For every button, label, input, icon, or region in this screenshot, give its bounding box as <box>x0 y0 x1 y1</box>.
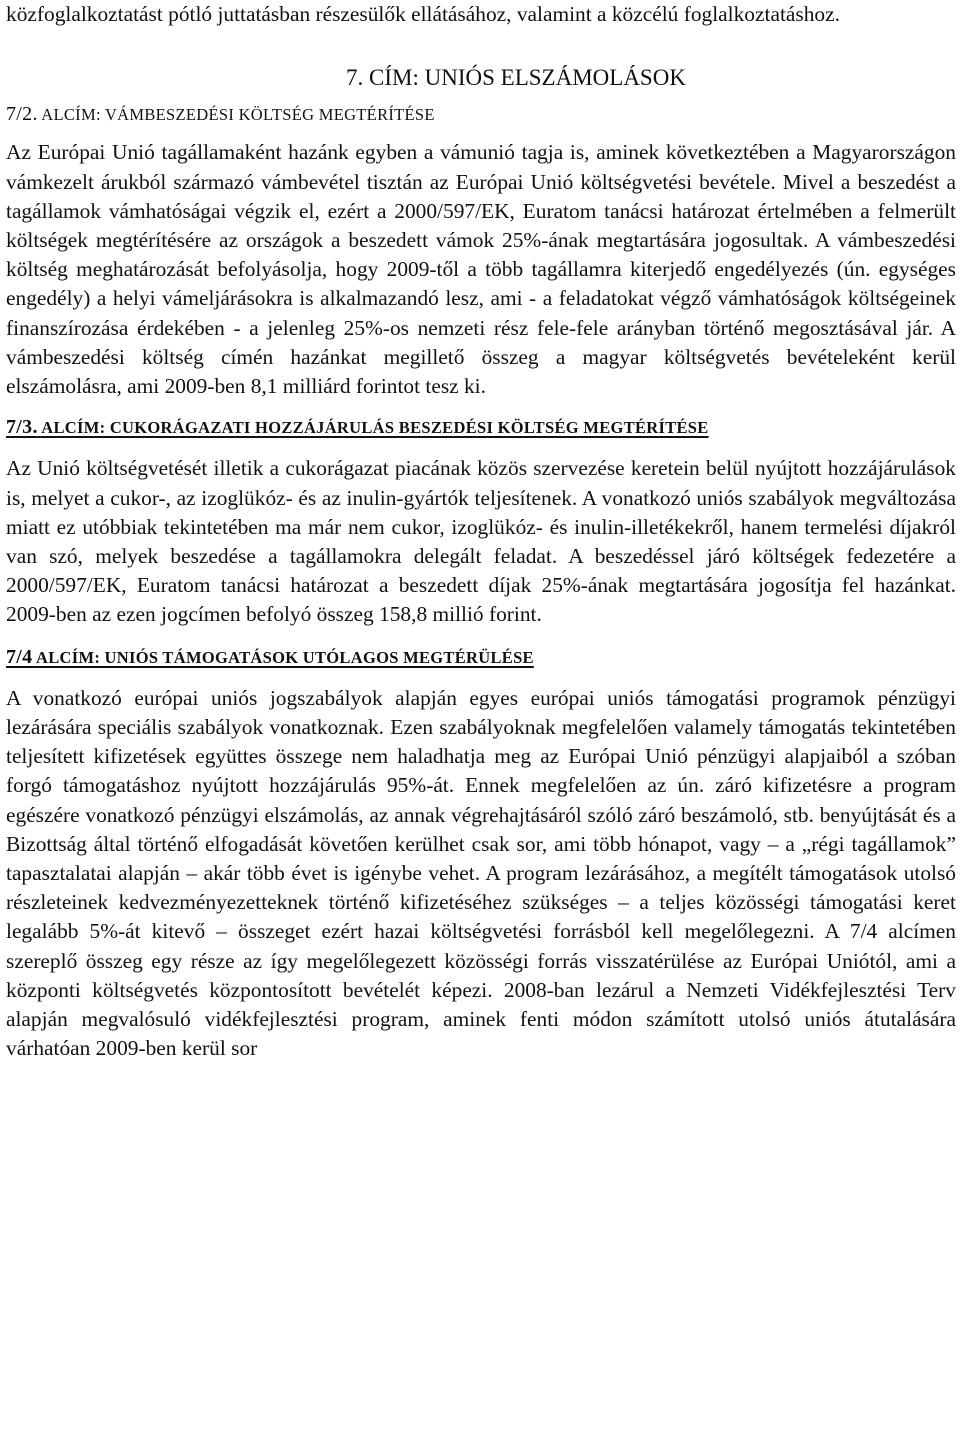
section-7-3 <box>6 413 956 629</box>
section-heading <box>6 100 956 129</box>
section-number: 7/2. <box>6 103 38 126</box>
section-title: ALCÍM: UNIÓS TÁMOGATÁSOK UTÓLAGOS MEGTÉRÜLÉSE <box>35 647 534 667</box>
section-title: ALCÍM: VÁMBESZEDÉSI KÖLTSÉG MEGTÉRÍTÉSE <box>41 105 435 125</box>
section-7-2 <box>6 100 956 401</box>
section-body: A vonatkozó európai uniós jogszabályok alapján egyes európai uniós támogatási programok pénzügyi lezárására speciális szabályok vonatkoznak. Ezen szabályoknak megfelelően valamely támogatás tekintetében teljesített kifizetések együttes összege nem haladhatja meg az Európai Unió pénzügyi alapjaiból a szóban forgó támogatáshoz nyújtott hozzájárulás 95%-át. Ennek megfelelően az ún. záró kifizetésre a program egészére vonatkozó pénzügyi elszámolás, az annak végrehajtásáról szóló záró beszámoló, stb. benyújtását és a Bizottság által történő elfogadását követően kerülhet csak sor, ami több hónapot, vagy – a „régi tagállamok” tapasztalatai alapján – akár több évet is igénybe vehet. A program lezárásához, a megítélt támogatások utolsó részleteinek kedvezményezetteknek történő kifizetéséhez szükséges – a teljes közösségi támogatási keret legalább 5%-át kitevő – összeget ezért hazai költségvetési forrásból kell megelőlegezni. A 7/4 alcímen szereplő összeg egy része az így megelőlegezett közösségi forrás visszatérülése az Európai Uniótól, ami a központi költségvetés központosított bevételét képezi. 2008-ban lezárul a Nemzeti Vidékfejlesztési Terv alapján megvalósuló vidékfejlesztési program, aminek fenti módon számított utolsó uniós átutalására várhatóan 2009-ben kerül sor <box>6 685 956 1061</box>
intro-paragraph: közfoglalkoztatást pótló juttatásban részesülők ellátásához, valamint a közcélú foglalkoztatáshoz. <box>6 2 840 26</box>
section-title: ALCÍM: CUKORÁGAZATI HOZZÁJÁRULÁS BESZEDÉSI KÖLTSÉG MEGTÉRÍTÉSE <box>41 418 709 438</box>
section-number: 7/4 <box>6 645 33 668</box>
section-heading <box>6 413 956 442</box>
document-page <box>6 0 956 1064</box>
chapter-title: 7. CÍM: UNIÓS ELSZÁMOLÁSOK <box>346 65 686 91</box>
section-number: 7/3. <box>6 416 38 439</box>
section-7-4 <box>6 643 956 1064</box>
section-body: Az Európai Unió tagállamaként hazánk egyben a vámunió tagja is, aminek következtében a Magyarországon vámkezelt árukból származó vámbevétel tisztán az Európai Unió költségvetési bevétele. Mivel a beszedést a tagállamok vámhatóságai végzik el, ezért a 2000/597/EK, Euratom tanácsi határozat értelmében a felmerült költségek megtérítésére az országok a beszedett vámok 25%-ának megtartására jogosultak. A vámbeszedési költség meghatározását befolyásolja, hogy 2009-től a több tagállamra kiterjedő engedélyezés (ún. egységes engedély) a helyi vámeljárásokra is alkalmazandó lesz, ami - a feladatokat végző vámhatóságok költségeinek finanszírozása érdekében - a jelenleg 25%-os nemzeti rész fele-fele arányban történő megosztásával jár. A vámbeszedési költség címén hazánkat megillető összeg a magyar költségvetés bevételeként kerül elszámolásra, ami 2009-ben 8,1 milliárd forintot tesz ki. <box>6 140 956 399</box>
section-body: Az Unió költségvetését illetik a cukorágazat piacának közös szervezése keretein belül nyújtott hozzájárulások is, melyet a cukor-, az izoglükóz- és az inulin-gyártók teljesítenek. A vonatkozó uniós szabályok megváltozása miatt ez utóbbiak tekintetében ma már nem cukor, izoglükóz- és inulin-illetékekről, hanem termelési díjakról van szó, melyek beszedése a tagállamokra delegált feladat. A beszedéssel járó költségek fedezetére a 2000/597/EK, Euratom tanácsi határozat a beszedett díjak 25%-ának megtartására jogosítja fel hazánkat. 2009-ben az ezen jogcímen befolyó összeg 158,8 millió forint. <box>6 456 956 627</box>
section-heading <box>6 643 956 672</box>
